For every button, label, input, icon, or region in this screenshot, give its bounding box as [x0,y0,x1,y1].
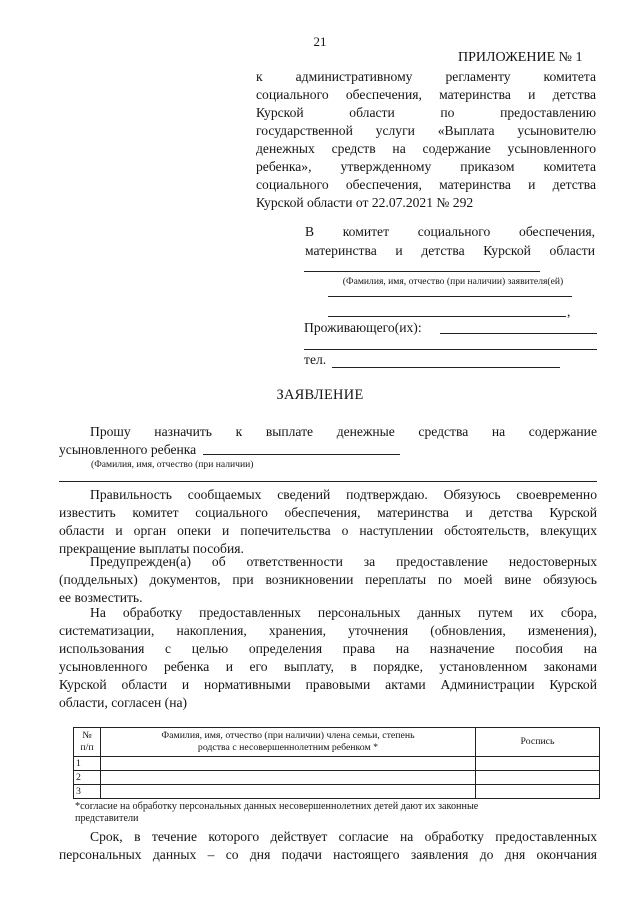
paragraph-warning [59,553,597,607]
appendix-line: к административному регламенту комитета [256,69,596,84]
child-name-field-2[interactable] [59,481,597,482]
appendix-line: денежных средств на содержание усыновленного [256,141,596,156]
paragraph-line: Срок, в течение которого действует согласие на обработку предоставленных [90,829,597,844]
recipient-line: В комитет социального обеспечения, [305,224,595,239]
paragraph-line: Правильность сообщаемых сведений подтверждаю. Обязуюсь своевременно [90,487,597,502]
paragraph-line: Курской области и нормативными правовыми актами Администрации Курской [59,677,597,692]
request-line: усыновленного ребенка [59,442,197,457]
family-member-cell[interactable] [101,757,476,771]
appendix-line: Курской области от 22.07.2021 № 292 [256,195,474,210]
table-row [74,785,600,799]
header-number-line: № [82,730,92,741]
signature-cell[interactable] [476,771,600,785]
family-member-cell[interactable] [101,785,476,799]
recipient-block [305,223,595,260]
header-number [74,728,101,757]
applicant-name-caption: (Фамилия, имя, отчество (при наличии) заявителя(ей) [342,276,564,287]
applicant-name-field-3[interactable] [328,316,566,317]
family-consent-table [73,727,600,799]
row-number: 2 [74,771,101,785]
footnote-line: представители [75,813,139,824]
paragraph-line: персональных данных – со дня подачи настоящего заявления до дня окончания [59,847,597,862]
appendix-line: ребенка», утвержденному приказом комитета [256,159,596,174]
paragraph-line: известить комитет социального обеспечения, материнства и детства Курской [59,505,597,520]
paragraph-line: систематизации, накопления, хранения, уточнения (обновления, изменения), [59,623,597,638]
child-name-caption: (Фамилия, имя, отчество (при наличии) [91,459,254,470]
applicant-name-field-2[interactable] [328,296,572,297]
document-title: ЗАЯВЛЕНИЕ [276,387,364,403]
comma: , [567,304,571,319]
recipient-line: материнства и детства Курской области [305,242,595,258]
paragraph-line: (поддельных) документов, при возникновении переплаты по моей вине обязуюсь [59,572,597,587]
resident-label: Проживающего(их): [304,320,422,335]
footnote [75,801,600,825]
address-field[interactable] [440,333,597,334]
request-line: Прошу назначить к выплате денежные средства на содержание [90,424,597,439]
appendix-line: социального обеспечения, материнства и детства [256,87,596,102]
paragraph-line: усыновленного ребенка и его выплату, в порядке, установленном законами [59,659,597,674]
table-row [74,771,600,785]
header-fio-line: родства с несовершеннолетним ребенком * [197,742,379,753]
paragraph-line: области и орган опеки и попечительства о наступлении обстоятельств, влекущих [59,523,597,538]
signature-cell[interactable] [476,785,600,799]
phone-label: тел. [304,352,327,367]
child-name-field[interactable] [203,454,400,455]
applicant-name-field[interactable] [304,271,540,272]
paragraph-line: области, согласен (на) [59,695,188,710]
row-number: 1 [74,757,101,771]
appendix-label: ПРИЛОЖЕНИЕ № 1 [458,50,583,65]
header-number-line: п/п [80,742,94,753]
paragraph-line: прекращение выплаты пособия. [59,541,244,556]
appendix-reference [256,68,596,212]
paragraph-line: На обработку предоставленных персональных данных путем их сбора, [90,605,597,620]
row-number: 3 [74,785,101,799]
header-family-member [101,728,476,757]
paragraph-consent-term [59,828,597,864]
appendix-line: социального обеспечения, материнства и детства [256,177,596,192]
paragraph-line: ее возместить. [59,590,143,605]
appendix-line: государственной услуги «Выплата усыновителю [256,123,596,138]
appendix-line: Курской области по предоставлению [256,105,596,120]
footnote-line: *согласие на обработку персональных данных несовершеннолетних детей дают их законные [75,801,479,812]
header-fio-line: Фамилия, имя, отчество (при наличии) члена семьи, степень [161,730,415,741]
header-signature: Роспись [476,728,600,757]
table-row [74,757,600,771]
page-number: 21 [313,34,327,49]
paragraph-consent [59,604,597,712]
address-field-2[interactable] [304,349,597,350]
paragraph-confirmation [59,486,597,558]
paragraph-line: Предупрежден(а) об ответственности за предоставление недостоверных [90,554,597,569]
phone-field[interactable] [332,367,560,368]
family-member-cell[interactable] [101,771,476,785]
table-header-row [74,728,600,757]
signature-cell[interactable] [476,757,600,771]
paragraph-line: использования с целью определения права на назначение пособия на [59,641,597,656]
